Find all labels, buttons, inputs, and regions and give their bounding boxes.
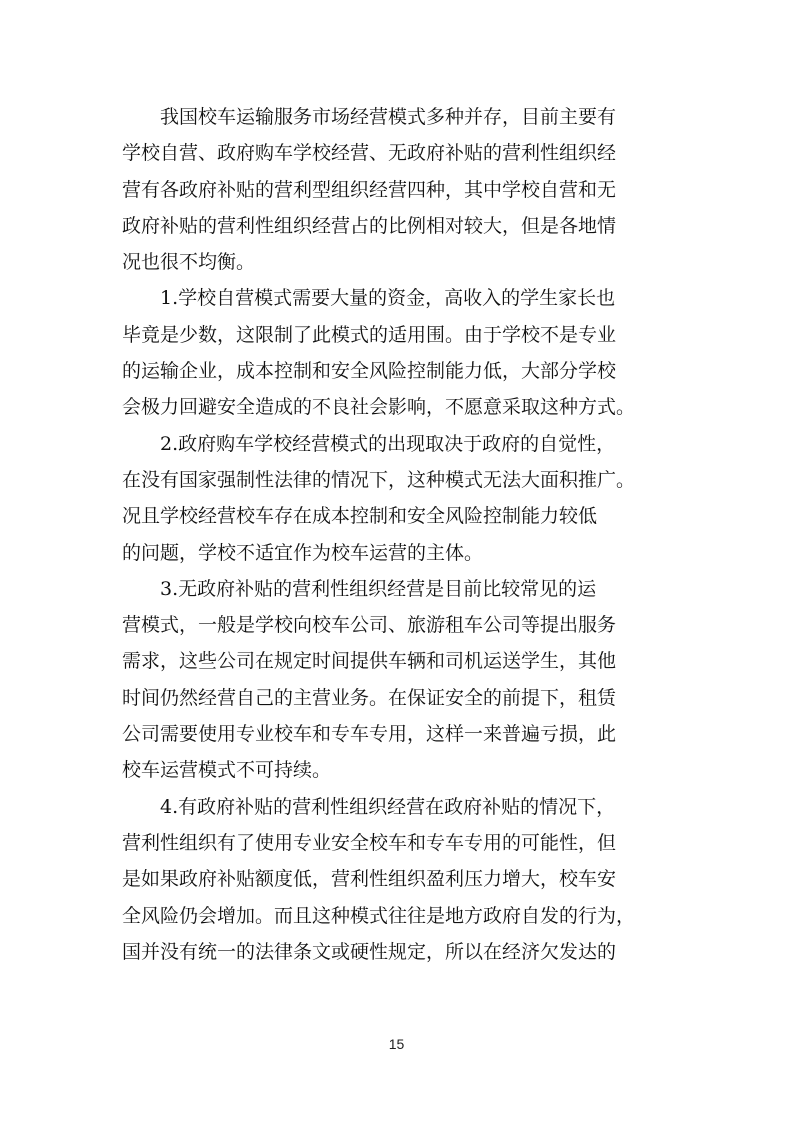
text-line: 2.政府购车学校经营模式的出现取决于政府的自觉性， <box>160 432 616 455</box>
text-line: 是如果政府补贴额度低，营利性组织盈利压力增大，校车安 <box>122 868 617 891</box>
text-line: 3.无政府补贴的营利性组织经营是目前比较常见的运 <box>160 577 597 600</box>
paragraph-subsidized-commercial <box>122 789 682 970</box>
text-line: 校车运营模式不可持续。 <box>122 759 332 782</box>
text-line: 政府补贴的营利性组织经营占的比例相对较大，但是各地情 <box>122 214 617 237</box>
text-line: 的运输企业，成本控制和安全风险控制能力低，大部分学校 <box>122 360 617 383</box>
text-line: 的问题，学校不适宜作为校车运营的主体。 <box>122 541 484 564</box>
text-line: 公司需要使用专业校车和专车专用，这样一来普遍亏损，此 <box>122 723 617 746</box>
text-line: 营利性组织有了使用专业安全校车和专车专用的可能性，但 <box>122 831 617 854</box>
text-line: 营有各政府补贴的营利型组织经营四种，其中学校自营和无 <box>122 178 617 201</box>
text-line: 时间仍然经营自己的主营业务。在保证安全的前提下，租赁 <box>122 686 617 709</box>
text-line: 学校自营、政府购车学校经营、无政府补贴的营利性组织经 <box>122 142 617 165</box>
text-line: 我国校车运输服务市场经营模式多种并存，目前主要有 <box>160 106 617 128</box>
paragraph-government-purchase <box>122 426 682 571</box>
text-line: 4.有政府补贴的营利性组织经营在政府补贴的情况下， <box>160 795 616 818</box>
text-line: 营模式，一般是学校向校车公司、旅游租车公司等提出服务 <box>122 614 617 637</box>
page-number: 15 <box>388 1036 405 1052</box>
paragraph-intro <box>122 99 682 280</box>
text-line: 况且学校经营校车存在成本控制和安全风险控制能力较低 <box>122 505 598 528</box>
text-line: 况也很不均衡。 <box>122 251 256 274</box>
body-text <box>122 99 682 970</box>
text-line: 毕竟是少数，这限制了此模式的适用围。由于学校不是专业 <box>122 323 617 346</box>
text-line: 全风险仍会增加。而且这种模式往往是地方政府自发的行为， <box>122 904 636 927</box>
text-line: 国并没有统一的法律条文或硬性规定，所以在经济欠发达的 <box>122 940 617 963</box>
text-line: 1.学校自营模式需要大量的资金，高收入的学生家长也 <box>160 287 616 310</box>
text-line: 会极力回避安全造成的不良社会影响，不愿意采取这种方式。 <box>122 396 636 419</box>
text-line: 在没有国家强制性法律的情况下，这种模式无法大面积推广。 <box>122 468 636 491</box>
paragraph-school-operated <box>122 280 682 425</box>
text-line: 需求，这些公司在规定时间提供车辆和司机运送学生，其他 <box>122 650 617 673</box>
paragraph-unsubsidized-commercial <box>122 571 682 789</box>
